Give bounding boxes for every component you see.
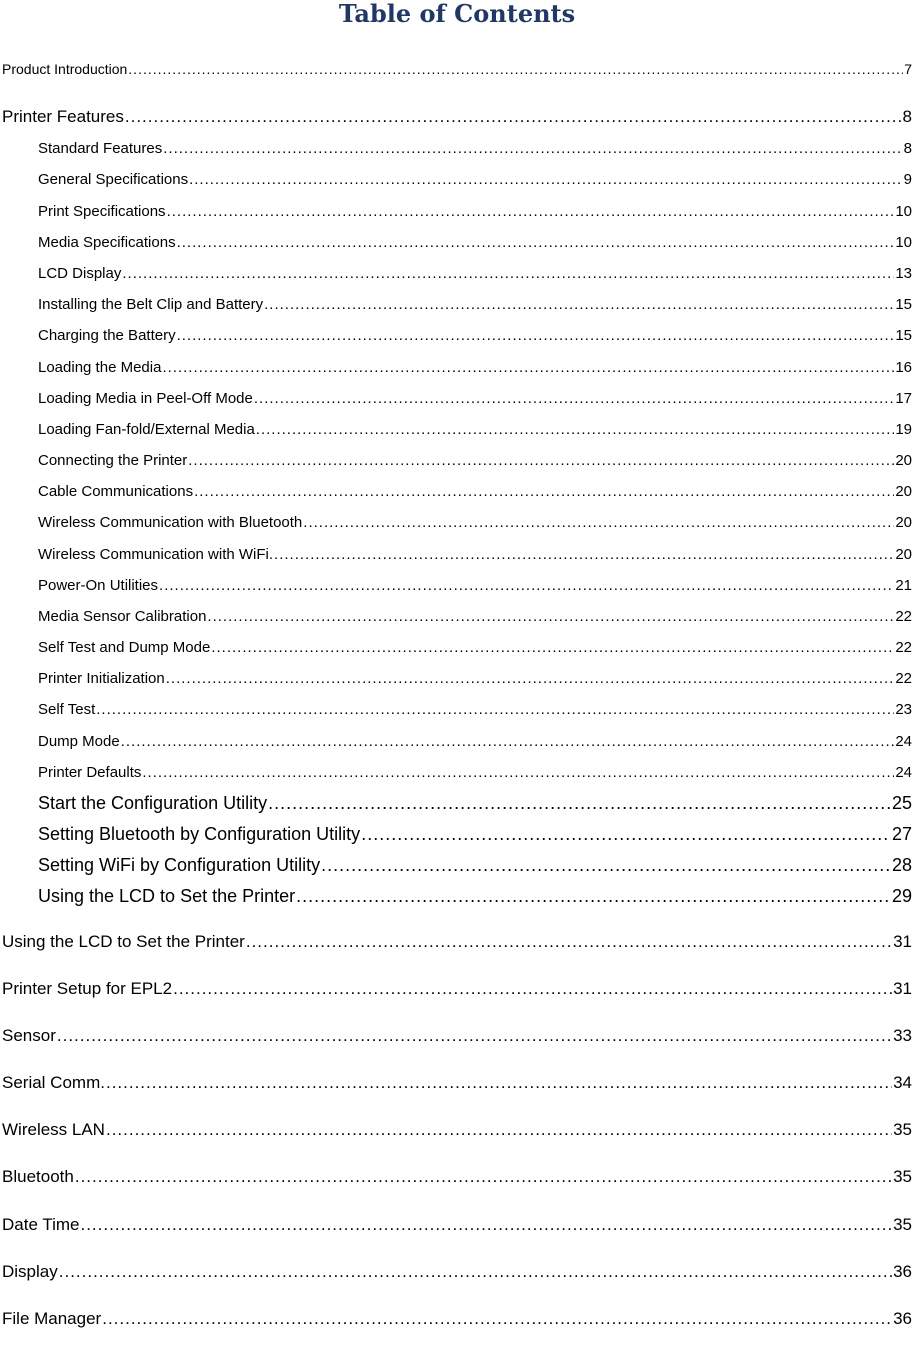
- toc-entry-serial-comm[interactable]: [2, 1072, 912, 1094]
- toc-entry-belt-clip-battery[interactable]: [38, 295, 912, 315]
- toc-entry-page: 20: [895, 452, 912, 469]
- toc-entry-peel-off-mode[interactable]: [38, 389, 912, 409]
- toc-entry-page: 8: [902, 107, 912, 126]
- toc-entry-wireless-lan[interactable]: [2, 1119, 912, 1141]
- toc-entry-page: 21: [895, 577, 912, 594]
- toc-entry-page: 19: [895, 421, 912, 438]
- toc-entry-standard-features[interactable]: [38, 139, 912, 159]
- toc-entry-label: Connecting the Printer: [38, 452, 188, 469]
- toc-entry-page: 16: [895, 359, 912, 376]
- toc-entry-page: 15: [895, 296, 912, 313]
- toc-entry-wifi-configuration[interactable]: [38, 853, 912, 877]
- toc-entry-page: 35: [893, 1215, 912, 1234]
- toc-entry-label: Serial Comm.: [2, 1073, 105, 1092]
- toc-entry-label: Power-On Utilities: [38, 577, 159, 594]
- toc-entry-sensor[interactable]: [2, 1025, 912, 1047]
- toc-entry-fan-fold-media[interactable]: [38, 420, 912, 440]
- toc-entry-lcd-display[interactable]: [38, 264, 912, 284]
- toc-entry-connecting-printer[interactable]: [38, 451, 912, 471]
- toc-entry-page: 9: [903, 171, 912, 188]
- toc-entry-label: File Manager: [2, 1309, 102, 1328]
- toc-entry-charging-battery[interactable]: [38, 326, 912, 346]
- toc-entry-date-time[interactable]: [2, 1214, 912, 1236]
- toc-entry-page: 33: [893, 1026, 912, 1045]
- toc-entry-label: Date Time: [2, 1215, 80, 1234]
- toc-entry-page: 22: [895, 670, 912, 687]
- toc-entry-wireless-bluetooth[interactable]: [38, 513, 912, 533]
- toc-entry-page: 20: [895, 483, 912, 500]
- toc-entry-self-test-dump-mode[interactable]: [38, 638, 912, 658]
- toc-entry-label: Using the LCD to Set the Printer: [2, 932, 245, 951]
- toc-entry-bluetooth[interactable]: [2, 1166, 912, 1188]
- toc-entry-label: Dump Mode: [38, 733, 120, 750]
- toc-entry-loading-media[interactable]: [38, 358, 912, 378]
- toc-entry-label: Printer Initialization: [38, 670, 165, 687]
- toc-entry-page: 31: [893, 979, 912, 998]
- toc-entry-printer-defaults[interactable]: [38, 763, 912, 783]
- toc-entry-label: Wireless LAN: [2, 1120, 105, 1139]
- toc-entry-label: Media Sensor Calibration: [38, 608, 207, 625]
- toc-entry-page: 22: [895, 608, 912, 625]
- toc-entry-page: 27: [891, 824, 912, 844]
- toc-entry-page: 29: [891, 886, 912, 906]
- toc-entry-product-introduction[interactable]: [2, 58, 912, 80]
- toc-entry-printer-features[interactable]: [2, 106, 912, 128]
- toc-entry-page: 10: [895, 234, 912, 251]
- toc-entry-power-on-utilities[interactable]: [38, 576, 912, 596]
- toc-entry-page: 28: [891, 855, 912, 875]
- toc-entry-bluetooth-configuration[interactable]: [38, 822, 912, 846]
- toc-entry-label: Printer Defaults: [38, 764, 142, 781]
- toc-entry-lcd-set-printer[interactable]: [2, 931, 912, 953]
- toc-entry-page: 24: [895, 764, 912, 781]
- toc-entry-printer-initialization[interactable]: [38, 669, 912, 689]
- toc-entry-page: 20: [895, 514, 912, 531]
- toc-entry-print-specifications[interactable]: [38, 202, 912, 222]
- toc-entry-label: Wireless Communication with Bluetooth: [38, 514, 303, 531]
- toc-entry-page: 17: [895, 390, 912, 407]
- toc-entry-wireless-wifi[interactable]: [38, 545, 912, 565]
- toc-entry-label: Sensor: [2, 1026, 56, 1045]
- toc-entry-page: 35: [893, 1120, 912, 1139]
- toc-entry-lcd-set-printer-sub[interactable]: [38, 884, 912, 908]
- toc-entry-page: 10: [895, 203, 912, 220]
- toc-entry-label: Media Specifications: [38, 234, 176, 251]
- toc-entry-page: 24: [895, 733, 912, 750]
- toc-entry-label: Loading Fan-fold/External Media: [38, 421, 255, 438]
- toc-entry-label: LCD Display: [38, 265, 122, 282]
- toc-entry-file-manager[interactable]: [2, 1308, 912, 1330]
- toc-entry-label: Start the Configuration Utility: [38, 793, 268, 813]
- toc-entry-page: 36: [893, 1262, 912, 1281]
- toc-entry-page: 25: [891, 793, 912, 813]
- toc-entry-label: Using the LCD to Set the Printer: [38, 886, 296, 906]
- toc-entry-label: Display: [2, 1262, 58, 1281]
- toc-entry-label: Cable Communications: [38, 483, 194, 500]
- toc-entry-label: Wireless Communication with WiFi.: [38, 546, 274, 563]
- toc-entry-page: 23: [895, 701, 912, 718]
- toc-entry-label: Setting Bluetooth by Configuration Utility: [38, 824, 361, 844]
- toc-entry-page: 22: [895, 639, 912, 656]
- toc-entry-dump-mode[interactable]: [38, 732, 912, 752]
- toc-entry-label: Installing the Belt Clip and Battery: [38, 296, 264, 313]
- toc-entry-label: Bluetooth: [2, 1167, 74, 1186]
- toc-entry-page: 20: [895, 546, 912, 563]
- toc-entry-label: Setting WiFi by Configuration Utility: [38, 855, 321, 875]
- toc-entry-label: Charging the Battery: [38, 327, 176, 344]
- toc-entry-label: Loading Media in Peel-Off Mode: [38, 390, 253, 407]
- toc-entry-label: Loading the Media: [38, 359, 162, 376]
- toc-entry-label: Printer Features: [2, 107, 124, 126]
- toc-entry-media-sensor-calibration[interactable]: [38, 607, 912, 627]
- toc-entry-page: 31: [893, 932, 912, 951]
- toc-entry-media-specifications[interactable]: [38, 233, 912, 253]
- toc-entry-label: Self Test: [38, 701, 96, 718]
- toc-entry-page: 13: [895, 265, 912, 282]
- toc-entry-page: 7: [904, 61, 912, 77]
- toc-entry-page: 34: [893, 1073, 912, 1092]
- toc-entry-label: Printer Setup for EPL2: [2, 979, 173, 998]
- toc-entry-configuration-utility[interactable]: [38, 791, 912, 815]
- page-title: Table of Contents: [338, 0, 576, 28]
- toc-entry-label: Print Specifications: [38, 203, 166, 220]
- toc-entry-label: Self Test and Dump Mode: [38, 639, 211, 656]
- toc-entry-label: Product Introduction: [2, 61, 128, 77]
- toc-entry-page: 35: [893, 1167, 912, 1186]
- toc-entry-page: 8: [903, 140, 912, 157]
- toc-entry-printer-setup-epl2[interactable]: [2, 978, 912, 1000]
- toc-entry-display[interactable]: [2, 1261, 912, 1283]
- toc-entry-page: 36: [893, 1309, 912, 1328]
- toc-entry-label: General Specifications: [38, 171, 189, 188]
- toc-entry-self-test[interactable]: [38, 700, 912, 720]
- toc-entry-page: 15: [895, 327, 912, 344]
- toc-entry-label: Standard Features: [38, 140, 163, 157]
- toc-entry-cable-communications[interactable]: [38, 482, 912, 502]
- toc-entry-general-specifications[interactable]: [38, 170, 912, 190]
